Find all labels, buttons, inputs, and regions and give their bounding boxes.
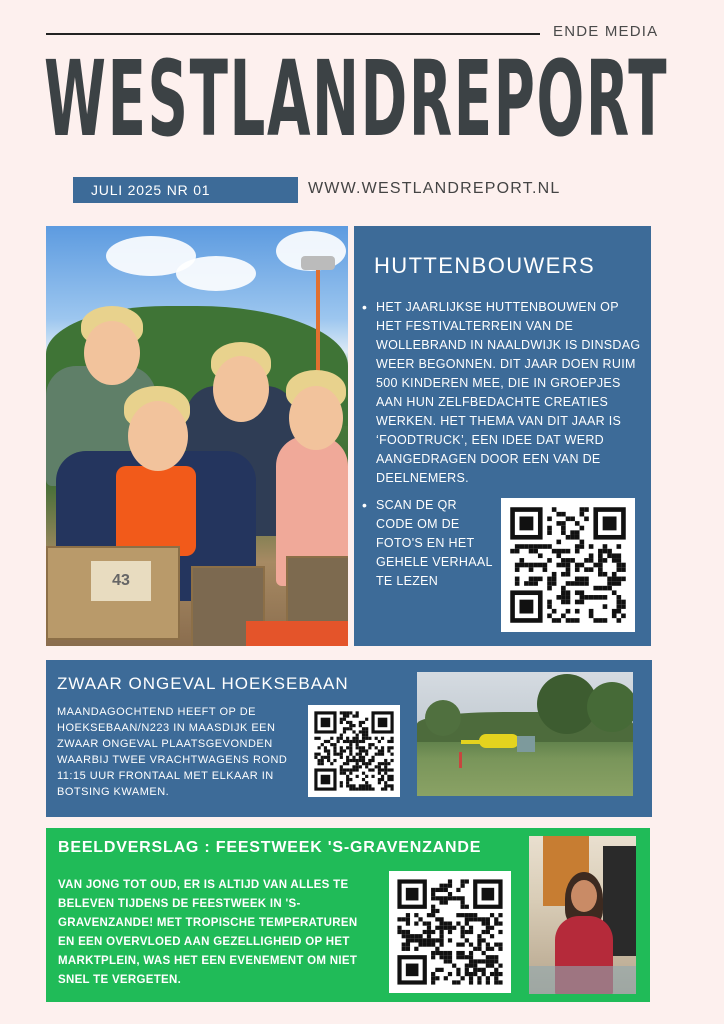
- article-feestweek: [46, 828, 650, 1002]
- feestweek-photo: [529, 836, 636, 994]
- hero-photo-kids: [46, 226, 348, 646]
- issue-badge: JULI 2025 NR 01: [73, 177, 298, 203]
- crate-number-tag: 43: [91, 561, 151, 601]
- bullet-item: • HET JAARLIJKSE HUTTENBOUWEN OP HET FESTIVALTERREIN VAN DE WOLLEBRAND IN NAALDWIJK IS DINSDAG WEER BEGONNEN. DIT JAAR DOEN RUIM 500 KINDEREN MEE, DIE IN GROEPJES AAN HUN ZELFBEDACHTE CREATIES WERKEN. HET THEMA VAN DIT JAAR IS ‘FOODTRUCK’, EEN IDEE DAT WERD AANGEDRAGEN DOOR EEN VAN DE DEELNEMERS.: [376, 298, 646, 488]
- article-huttenbouwers: [354, 226, 651, 646]
- qr-code-icon: [308, 705, 400, 797]
- article-title: BEELDVERSLAG : FEESTWEEK 'S-GRAVENZANDE: [58, 839, 482, 856]
- qr-code-feestweek[interactable]: [389, 871, 511, 993]
- bullet-item: • SCAN DE QR CODE OM DE FOTO'S EN HET GEHELE VERHAAL TE LEZEN: [376, 496, 494, 591]
- qr-code-ongeval[interactable]: [308, 705, 400, 797]
- article-title: HUTTENBOUWERS: [374, 253, 596, 278]
- article-body: VAN JONG TOT OUD, ER IS ALTIJD VAN ALLES TE BELEVEN TIJDENS DE FEESTWEEK IN 'S-GRAVENZANDE! MET TROPISCHE TEMPERATUREN EN EEN OVERVLOED AAN GEZELLIGHEID OP HET MARKTPLEIN, WAS HET EEN EVENEMENT OM NIET SNEL TE VERGETEN.: [58, 879, 358, 986]
- website-link[interactable]: WWW.WESTLANDREPORT.NL: [308, 180, 561, 197]
- qr-code-icon: [501, 498, 635, 632]
- qr-code-icon: [389, 871, 511, 993]
- article-title: ZWAAR ONGEVAL HOEKSEBAAN: [57, 674, 349, 693]
- qr-code-huttenbouwers[interactable]: [501, 498, 635, 632]
- accident-photo: [417, 672, 633, 796]
- publisher-name: ENDE MEDIA: [553, 23, 659, 40]
- article-body: MAANDAGOCHTEND HEEFT OP DE HOEKSEBAAN/N223 IN MAASDIJK EEN ZWAAR ONGEVAL PLAATSGEVONDEN WAARBIJ TWEE VRACHTWAGENS ROND 11:15 UUR FRONTAAL MET ELKAAR IN BOTSING KWAMEN.: [57, 706, 288, 798]
- masthead-title: WESTLANDREPORT: [44, 38, 669, 160]
- header-rule: [46, 33, 540, 35]
- article-ongeval: [46, 660, 652, 817]
